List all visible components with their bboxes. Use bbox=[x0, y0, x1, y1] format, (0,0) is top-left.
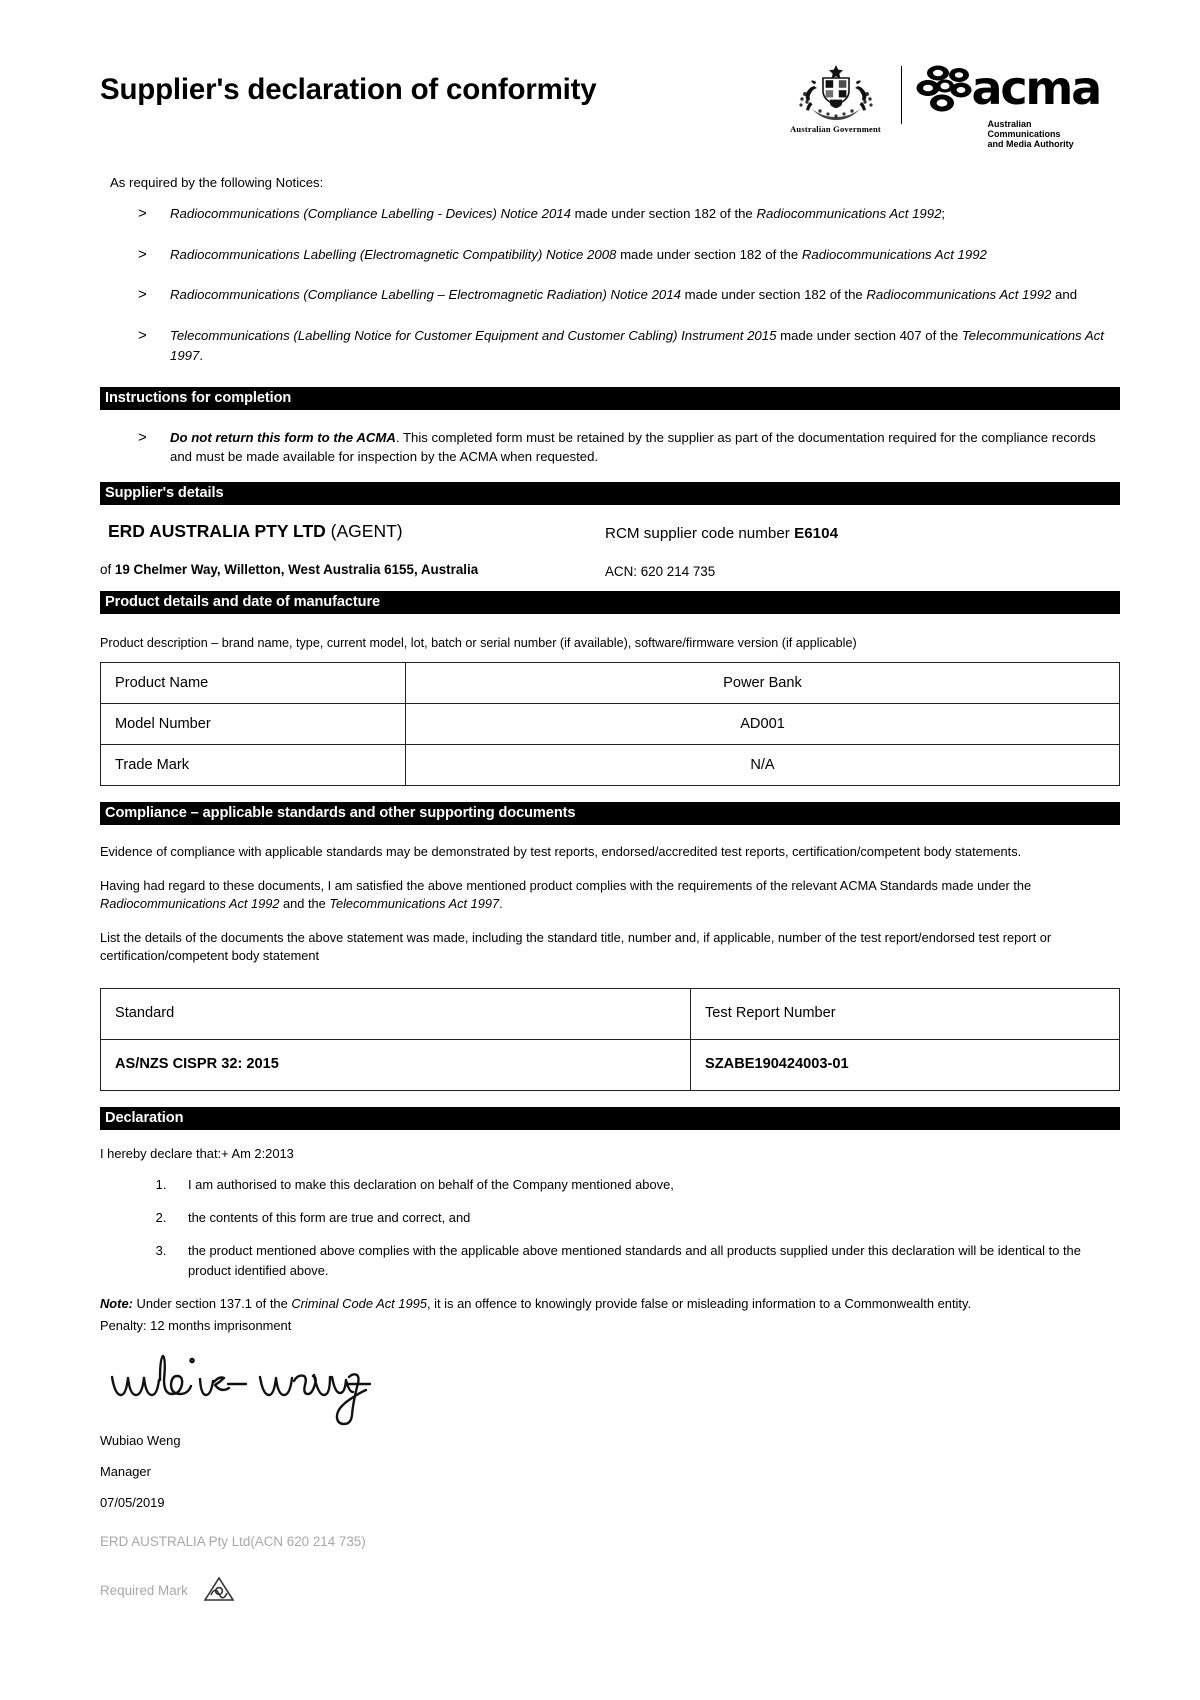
notice-roman-primary: made under section 182 of the bbox=[680, 287, 867, 303]
note-part-b: , it is an offence to knowingly provide false or misleading information to a Commonwealth entity. bbox=[426, 1296, 972, 1311]
list-item: 1. I am authorised to make this declaration on behalf of the Company mentioned above, bbox=[170, 1175, 1120, 1194]
notice-item bbox=[100, 245, 1120, 265]
supplier-agent-suffix: (AGENT) bbox=[330, 520, 403, 541]
notice-italic-primary: Radiocommunications (Compliance Labelling – Electromagnetic Radiation) Notice 2014 bbox=[170, 287, 681, 303]
note-label: Note: bbox=[100, 1296, 133, 1311]
product-row-value: AD001 bbox=[406, 703, 1120, 744]
notice-item bbox=[100, 204, 1120, 224]
handwritten-signature-icon bbox=[106, 1351, 406, 1427]
product-row-value: N/A bbox=[406, 744, 1120, 785]
table-header-row bbox=[101, 988, 1120, 1039]
supplier-address: 19 Chelmer Way, Willetton, West Australia 6155, Australia bbox=[114, 561, 479, 577]
signature-area bbox=[100, 1351, 1120, 1429]
acma-subtitle bbox=[988, 119, 1100, 149]
compliance-p2-part-a: Having had regard to these documents, I am satisfied the above mentioned product complies with the requirements of the relevant ACMA Standards made under the bbox=[100, 877, 1032, 893]
chevron-right-icon: > bbox=[138, 245, 147, 263]
acma-logo-block bbox=[777, 62, 1120, 149]
acma-wordmark: acma bbox=[971, 61, 1100, 116]
rcm-supplier-code-label: RCM supplier code number bbox=[605, 524, 790, 542]
notice-roman-secondary: and bbox=[1051, 287, 1078, 303]
product-row-label: Trade Mark bbox=[101, 744, 406, 785]
notice-italic-secondary: Radiocommunications Act 1992 bbox=[801, 246, 987, 262]
required-mark-label: Required Mark bbox=[100, 1582, 188, 1598]
section-header-declaration: Declaration bbox=[100, 1107, 1120, 1130]
notice-item bbox=[100, 326, 1120, 367]
chevron-right-icon: > bbox=[138, 205, 147, 223]
notice-italic-secondary: Telecommunications Act 1997 bbox=[170, 327, 1104, 364]
notices-list bbox=[100, 204, 1120, 366]
notice-italic-primary: Radiocommunications (Compliance Labelling - Devices) Notice 2014 bbox=[170, 206, 571, 222]
acma-subtitle-line-1: Australian bbox=[987, 119, 1032, 129]
page-title: Supplier's declaration of conformity bbox=[100, 73, 597, 106]
product-section bbox=[100, 591, 1120, 786]
table-row bbox=[101, 744, 1120, 785]
test-report-number-value: SZABE190424003-01 bbox=[691, 1039, 1120, 1090]
acma-logo bbox=[916, 62, 1100, 149]
compliance-p2-part-c: . bbox=[499, 896, 503, 912]
declaration-section bbox=[100, 1107, 1120, 1510]
declaration-list bbox=[100, 1175, 1120, 1280]
chevron-right-icon: > bbox=[138, 428, 147, 446]
compliance-p2-act-2: Telecommunications Act 1997 bbox=[329, 896, 500, 912]
acn-value: 620 214 735 bbox=[640, 563, 716, 579]
standards-header-standard: Standard bbox=[101, 988, 691, 1039]
section-header-instructions: Instructions for completion bbox=[100, 387, 1120, 410]
supplier-details bbox=[100, 521, 1120, 579]
standard-value: AS/NZS CISPR 32: 2015 bbox=[101, 1039, 691, 1090]
chevron-right-icon: > bbox=[138, 286, 147, 304]
instructions-text bbox=[100, 428, 1120, 466]
product-row-label: Model Number bbox=[101, 703, 406, 744]
section-header-compliance: Compliance – applicable standards and other supporting documents bbox=[100, 802, 1120, 825]
footer-company-line: ERD AUSTRALIA Pty Ltd(ACN 620 214 735) bbox=[100, 1534, 366, 1549]
required-mark-row bbox=[100, 1575, 1040, 1605]
acma-symbol-icon bbox=[916, 64, 980, 114]
product-details-table bbox=[100, 662, 1120, 786]
document-footer bbox=[100, 1534, 1040, 1605]
product-row-label: Product Name bbox=[101, 662, 406, 703]
compliance-p2-part-b: and the bbox=[279, 896, 330, 912]
standards-table bbox=[100, 988, 1120, 1091]
declaration-note bbox=[100, 1294, 1120, 1314]
australian-government-crest bbox=[777, 62, 895, 134]
compliance-paragraph-3: List the details of the documents the above statement was made, including the standard title, number and, if applicable, number of the test report/endorsed test report or certification/competent body statement bbox=[100, 930, 1052, 964]
supplier-address-row bbox=[100, 562, 605, 577]
acma-subtitle-line-2: Communications bbox=[987, 129, 1061, 140]
signatory-name: Wubiao Weng bbox=[100, 1433, 181, 1448]
notice-italic-secondary: Radiocommunications Act 1992 bbox=[756, 206, 942, 222]
acn-label: ACN: bbox=[605, 563, 637, 579]
acn-row bbox=[605, 564, 1120, 579]
document-body bbox=[0, 175, 1200, 1510]
declaration-lead: I hereby declare that:+ Am 2:2013 bbox=[100, 1145, 294, 1161]
notice-item bbox=[100, 285, 1120, 305]
section-header-product: Product details and date of manufacture bbox=[100, 591, 1120, 614]
logo-divider bbox=[901, 66, 902, 124]
instructions-section bbox=[100, 387, 1120, 466]
chevron-right-icon: > bbox=[138, 326, 147, 344]
supplier-section bbox=[100, 482, 1120, 579]
document-header bbox=[0, 0, 1200, 149]
instructions-bold-lead: Do not return this form to the ACMA bbox=[170, 429, 396, 445]
compliance-paragraph-1: Evidence of compliance with applicable standards may be demonstrated by test reports, endorsed/accredited test reports, certification/competent body statements. bbox=[100, 843, 1022, 859]
note-part-a: Under section 137.1 of the bbox=[132, 1296, 292, 1311]
instructions-rest: . This completed form must be retained by the supplier as part of the documentation required for the compliance records and must be made available for inspection by the ACMA when requested. bbox=[170, 429, 1096, 464]
section-header-supplier: Supplier's details bbox=[100, 482, 1120, 505]
list-item: 2. the contents of this form are true and correct, and bbox=[170, 1208, 1120, 1227]
supplier-company-name: ERD AUSTRALIA PTY LTD bbox=[108, 520, 326, 541]
note-act-italic: Criminal Code Act 1995 bbox=[291, 1296, 427, 1311]
notice-italic-secondary: Radiocommunications Act 1992 bbox=[866, 287, 1052, 303]
compliance-paragraph-2 bbox=[100, 877, 1120, 913]
supplier-left-column bbox=[100, 521, 605, 579]
rcm-supplier-code-row bbox=[605, 525, 1120, 542]
coat-of-arms-icon bbox=[790, 64, 882, 122]
compliance-p2-act-1: Radiocommunications Act 1992 bbox=[100, 896, 280, 912]
standards-header-report: Test Report Number bbox=[691, 988, 1120, 1039]
notice-roman-primary: made under section 182 of the bbox=[616, 246, 802, 262]
rcm-compliance-mark-icon bbox=[202, 1575, 236, 1605]
product-description-line: Product description – brand name, type, current model, lot, batch or serial number (if available), software/firmware version (if applicable) bbox=[100, 635, 857, 650]
notice-roman-secondary: . bbox=[199, 348, 204, 364]
supplier-right-column bbox=[605, 521, 1120, 579]
notice-italic-primary: Telecommunications (Labelling Notice for Customer Equipment and Customer Cabling) Instrument 2015 bbox=[170, 327, 777, 343]
notice-roman-secondary: ; bbox=[941, 206, 946, 222]
product-row-value: Power Bank bbox=[406, 662, 1120, 703]
supplier-of-label: of bbox=[100, 561, 112, 577]
rcm-supplier-code-value: E6104 bbox=[794, 524, 839, 542]
table-row bbox=[101, 1039, 1120, 1090]
notice-roman-primary: made under section 182 of the bbox=[570, 206, 757, 222]
notice-roman-primary: made under section 407 of the bbox=[776, 327, 962, 343]
declaration-penalty: Penalty: 12 months imprisonment bbox=[100, 1318, 292, 1333]
notices-lead: As required by the following Notices: bbox=[110, 175, 324, 191]
acma-subtitle-line-3: and Media Authority bbox=[987, 139, 1074, 150]
notice-italic-primary: Radiocommunications Labelling (Electromagnetic Compatibility) Notice 2008 bbox=[170, 246, 617, 262]
compliance-section bbox=[100, 802, 1120, 1091]
table-row bbox=[101, 662, 1120, 703]
signatory-role: Manager bbox=[100, 1464, 151, 1479]
supplier-company-name-row bbox=[108, 521, 605, 542]
table-row bbox=[101, 703, 1120, 744]
crest-caption: Australian Government bbox=[790, 124, 881, 134]
signature-date: 07/05/2019 bbox=[100, 1495, 165, 1510]
list-item: 3. the product mentioned above complies with the applicable above mentioned standards and all products supplied under this declaration will be identical to the product identified above. bbox=[170, 1241, 1120, 1280]
